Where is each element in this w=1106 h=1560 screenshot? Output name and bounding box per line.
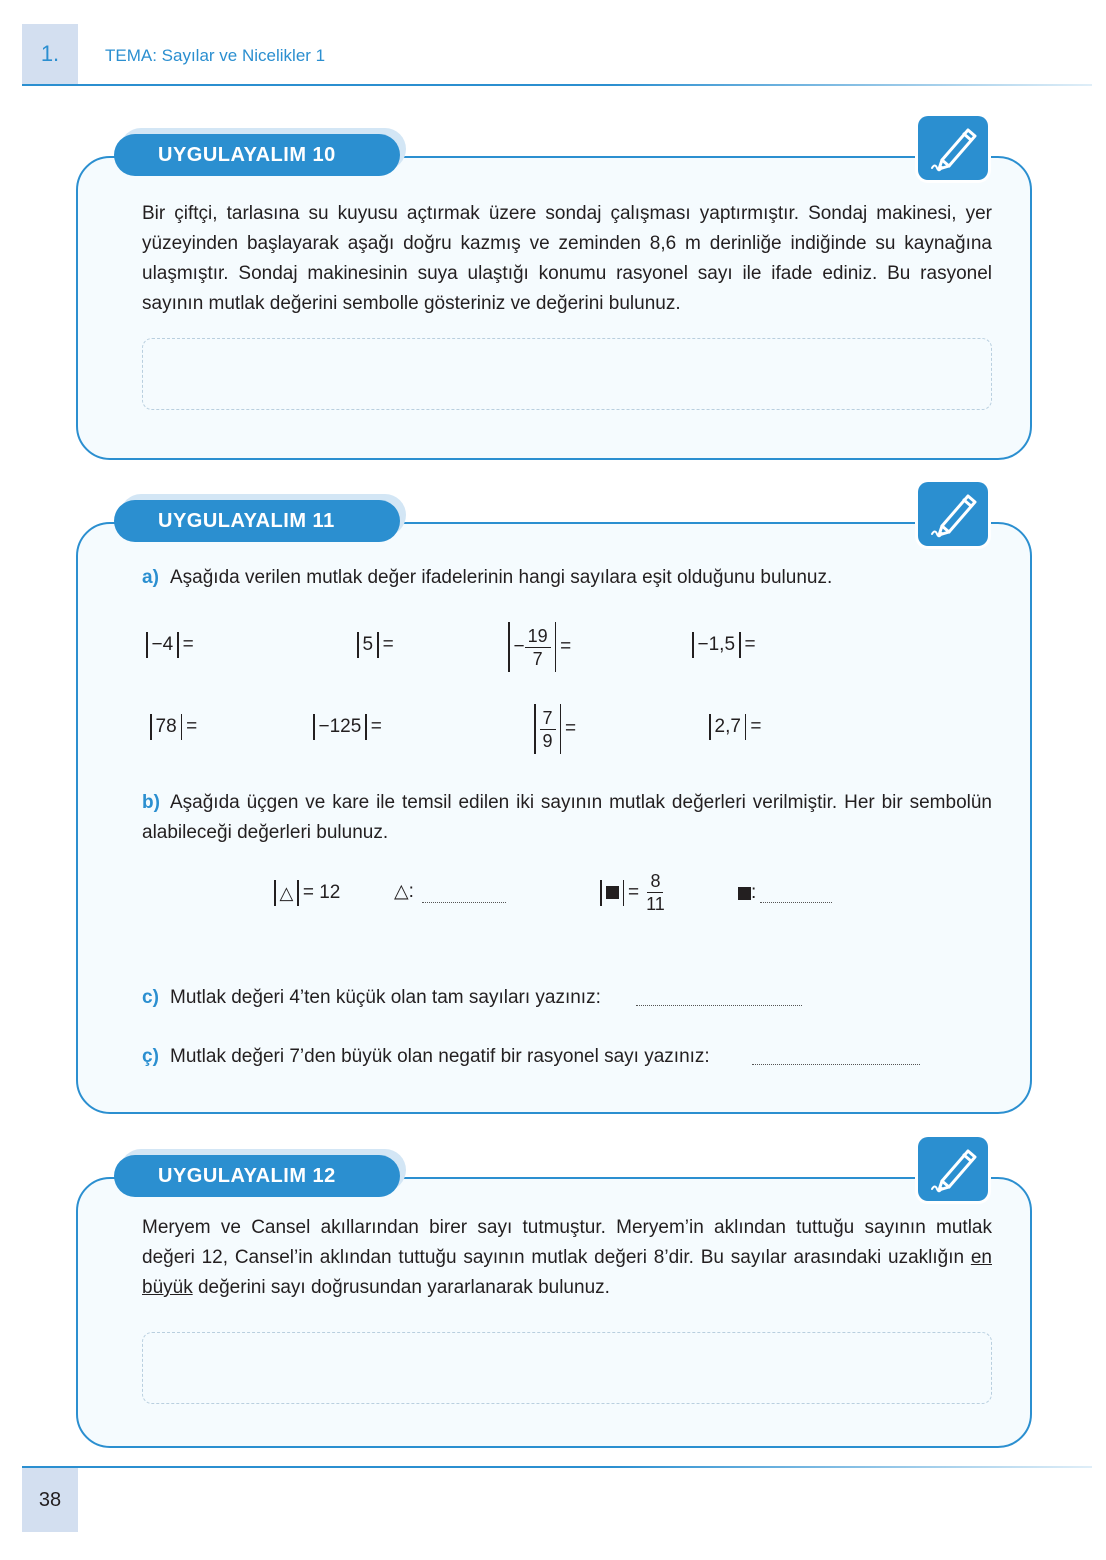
question-cc-blank[interactable] (752, 1063, 920, 1065)
expr-abs-7-9: $\frac{7}{9}$ = (530, 704, 576, 754)
exercise-12-answer-area[interactable] (142, 1332, 992, 1404)
question-b-label: b) (142, 792, 160, 813)
emphasis-underlined: en büyük (142, 1247, 992, 1298)
question-a (142, 563, 832, 593)
square-answer: : (738, 882, 756, 904)
pencil-icon (918, 482, 988, 546)
expr-abs-square: = $\frac{8}{11}$ (596, 870, 668, 915)
triangle-answer-blank[interactable] (422, 901, 506, 903)
exercise-12-text: Meryem ve Cansel akıllarından birer sayı tutmuştur. Meryem’in aklından tuttuğu sayının mutlak değeri 12, Cansel’in aklından tuttuğu sayının mutlak değeri 8’dir. Bu sayılar arasındaki uzaklığın en büyük değerini sayı doğrusundan yararlanarak bulunuz. (142, 1217, 992, 1298)
question-cc (142, 1042, 710, 1072)
question-cc-text: Mutlak değeri 7’den büyük olan negatif bir rasyonel sayı yazınız: (170, 1046, 710, 1067)
triangle-icon: △ (279, 882, 294, 903)
expr-abs-triangle: △ = 12 (270, 880, 340, 906)
exercise-10-text: Bir çiftçi, tarlasına su kuyusu açtırmak üzere sondaj çalışması yaptırmıştır. Sondaj makinesi, yer yüzeyinden başlayarak aşağı doğru kazmış ve zeminden 8,6 m derinliğe indiğinde su kaynağına ulaşmıştır. Sondaj makinesinin suya ulaştığı konumu rasyonel sayı ile ifade ediniz. Bu rasyonel sayının mutlak değerini sembolle gösteriniz ve değerini bulunuz. (142, 203, 992, 314)
question-c-blank[interactable] (636, 1004, 802, 1006)
chapter-title: TEMA: Sayılar ve Nicelikler 1 (105, 46, 326, 65)
expr-abs-78: 78 = (146, 714, 197, 740)
expr-abs-2-7: 2,7 = (705, 714, 762, 740)
question-c (142, 983, 601, 1013)
question-cc-label: ç) (142, 1046, 159, 1067)
expr-abs-neg125: −125 = (309, 714, 382, 740)
expr-abs-neg4: −4 = (142, 632, 194, 658)
page-number: 38 (22, 1468, 78, 1532)
exercise-10-answer-area[interactable] (142, 338, 992, 410)
question-a-label: a) (142, 567, 159, 588)
expr-abs-5: 5 = (353, 632, 394, 658)
expr-abs-neg1-5: −1,5 = (688, 632, 756, 658)
square-answer-blank[interactable] (760, 901, 832, 903)
exercise-12-title: UYGULAYALIM 12 (114, 1155, 400, 1197)
pencil-icon (918, 116, 988, 180)
question-b-text: Aşağıda üçgen ve kare ile temsil edilen iki sayının mutlak değerleri verilmiştir. Her bir sembolün alabileceği değerleri bulunuz. (142, 792, 992, 843)
pencil-icon (918, 1137, 988, 1201)
question-b (142, 788, 992, 848)
header-divider (22, 84, 1092, 86)
square-icon (738, 887, 751, 900)
triangle-answer: △: (394, 881, 414, 902)
question-c-text: Mutlak değeri 4’ten küçük olan tam sayıları yazınız: (170, 987, 601, 1008)
question-c-label: c) (142, 987, 159, 1008)
question-a-text: Aşağıda verilen mutlak değer ifadelerinin hangi sayılara eşit olduğunu bulunuz. (170, 567, 833, 588)
footer-divider (22, 1466, 1092, 1468)
exercise-11-title: UYGULAYALIM 11 (114, 500, 400, 542)
exercise-10-title: UYGULAYALIM 10 (114, 134, 400, 176)
square-icon (606, 886, 619, 899)
expr-abs-neg19-7: − $\frac{19}{7}$ = (504, 622, 571, 672)
chapter-number: 1. (22, 24, 78, 84)
